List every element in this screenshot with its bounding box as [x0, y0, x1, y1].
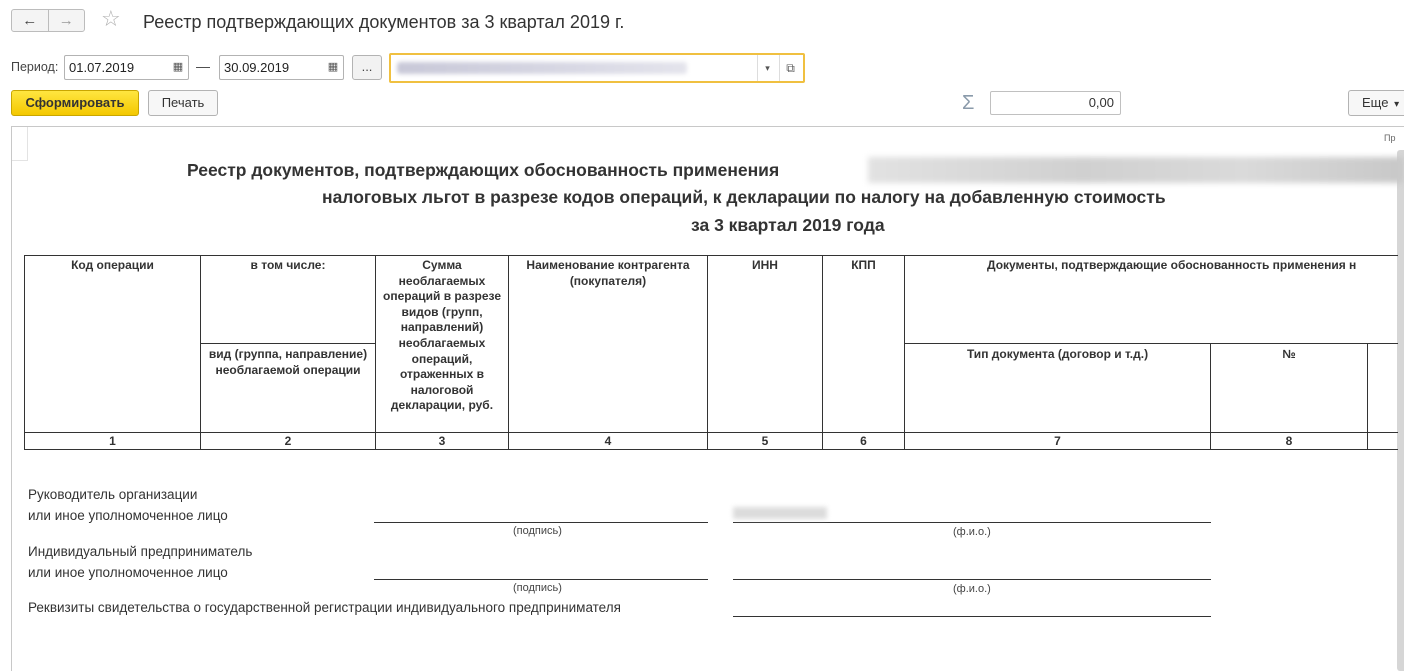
select-period-button[interactable]: ... — [352, 55, 382, 80]
sum-field: 0,00 — [990, 91, 1121, 115]
header-including: в том числе: — [201, 256, 376, 344]
ie-signature-line — [374, 579, 708, 580]
vertical-scrollbar[interactable] — [1397, 150, 1404, 671]
report-table — [24, 255, 1398, 450]
head-signature-line — [374, 522, 708, 523]
period-start-value: 01.07.2019 — [69, 60, 135, 75]
column-number: 2 — [201, 433, 376, 450]
chevron-down-icon: ▾ — [1394, 99, 1400, 110]
column-number: 4 — [509, 433, 708, 450]
column-number-extra — [1368, 433, 1398, 450]
report-title-line3: за 3 квартал 2019 года — [691, 215, 885, 235]
header-documents: Документы, подтверждающие обоснованность применения н — [905, 256, 1398, 344]
header-counterparty: Наименование контрагента (покупателя) — [509, 256, 708, 433]
column-number: 8 — [1211, 433, 1368, 450]
column-number: 7 — [905, 433, 1211, 450]
organization-name-redacted — [868, 157, 1404, 183]
header-inn: ИНН — [708, 256, 823, 433]
header-extra — [1368, 344, 1398, 433]
head-name-line — [733, 522, 1211, 523]
column-number: 6 — [823, 433, 905, 450]
header-doc-num: № — [1211, 344, 1368, 433]
period-end-input[interactable] — [219, 55, 344, 80]
column-number: 1 — [25, 433, 201, 450]
period-end-value: 30.09.2019 — [224, 60, 290, 75]
report-title-line1: Реестр документов, подтверждающих обоснованность применения — [187, 160, 780, 180]
dropdown-arrow-icon[interactable]: ▾ — [757, 55, 777, 81]
window-title: Реестр подтверждающих документов за 3 квартал 2019 г. — [143, 12, 625, 32]
header-sum: Сумма необлагаемых операций в разрезе видов (групп, направлений) необлагаемых операций, отраженных в налоговой декларации, руб. — [376, 256, 509, 433]
head-label-line2: или иное уполномоченное лицо — [28, 508, 228, 523]
period-dash: — — [196, 58, 210, 74]
ie-label-line1: Индивидуальный предприниматель — [28, 544, 253, 559]
open-icon[interactable]: ⧉ — [779, 55, 801, 81]
more-label: Еще — [1362, 95, 1389, 110]
registration-label: Реквизиты свидетельства о государственной регистрации индивидуального предпринимателя — [28, 600, 621, 615]
ie-label-line2: или иное уполномоченное лицо — [28, 565, 228, 580]
column-number: 3 — [376, 433, 509, 450]
calendar-icon[interactable]: ▦ — [327, 61, 339, 73]
period-start-input[interactable] — [64, 55, 189, 80]
registration-line — [733, 616, 1211, 617]
ie-name-line — [733, 579, 1211, 580]
favorite-star-icon[interactable]: ☆ — [101, 6, 121, 31]
organization-select[interactable] — [389, 53, 805, 83]
head-name-redacted — [733, 507, 827, 519]
header-kind: вид (группа, направление) необлагаемой операции — [201, 344, 376, 433]
signature-caption: (подпись) — [513, 525, 562, 537]
period-label: Период: — [11, 60, 59, 74]
sigma-icon: Σ — [962, 92, 975, 114]
corner-hint: Пр — [1384, 133, 1396, 143]
report-corner-cell — [12, 127, 28, 161]
header-kpp: КПП — [823, 256, 905, 433]
report-title-line2: налоговых льгот в разрезе кодов операций, к декларации по налогу на добавленную стоимость — [322, 187, 1166, 207]
header-op-code: Код операции — [25, 256, 201, 433]
organization-redacted — [397, 62, 687, 74]
name-caption: (ф.и.о.) — [953, 583, 991, 595]
forward-arrow-icon[interactable]: → — [48, 10, 85, 31]
calendar-icon[interactable]: ▦ — [172, 61, 184, 73]
navigation-buttons — [11, 9, 85, 32]
column-number: 5 — [708, 433, 823, 450]
generate-button[interactable]: Сформировать — [11, 90, 139, 116]
head-label-line1: Руководитель организации — [28, 487, 198, 502]
signature-caption: (подпись) — [513, 582, 562, 594]
print-button[interactable]: Печать — [148, 90, 218, 116]
more-button[interactable] — [1348, 90, 1404, 116]
back-arrow-icon[interactable]: ← — [22, 12, 38, 29]
name-caption: (ф.и.о.) — [953, 526, 991, 538]
header-doc-type: Тип документа (договор и т.д.) — [905, 344, 1211, 433]
